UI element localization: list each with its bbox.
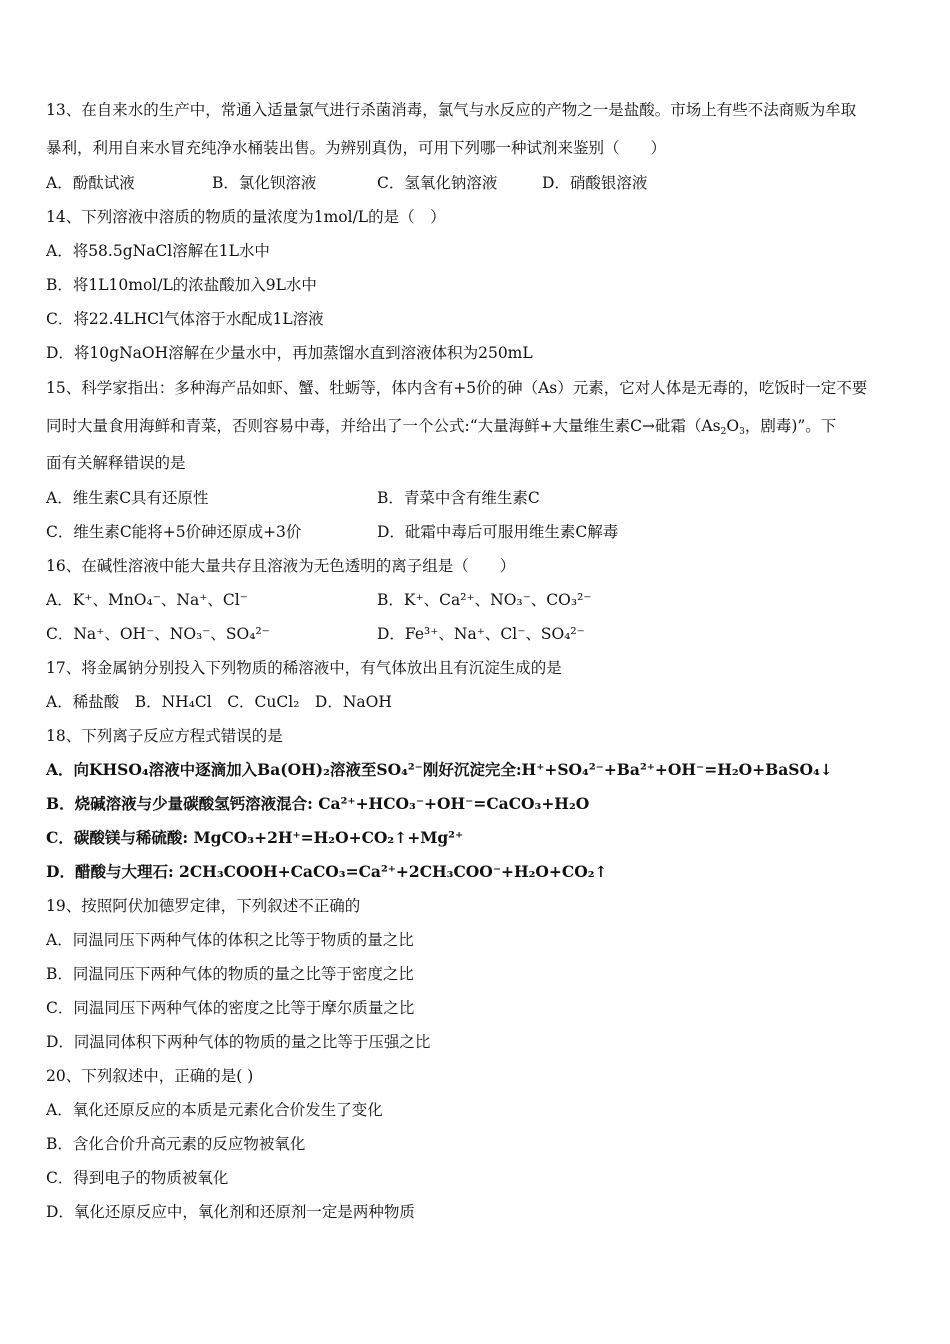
- q16-stem: 16、在碱性溶液中能大量共存且溶液为无色透明的离子组是（ ）: [46, 557, 516, 575]
- q18-option-d: D．醋酸与大理石: 2CH₃COOH+CaCO₃=Ca²⁺+2CH₃COO⁻+H₂O+CO₂↑: [46, 862, 608, 881]
- q19-option-c: C．同温同压下两种气体的密度之比等于摩尔质量之比: [46, 999, 415, 1017]
- q19-option-a: A．同温同压下两种气体的体积之比等于物质的量之比: [46, 931, 414, 949]
- q15-option-b: B．青菜中含有维生素C: [377, 489, 540, 507]
- q18-option-a: A．向KHSO₄溶液中逐滴加入Ba(OH)₂溶液至SO₄²⁻刚好沉淀完全:H⁺+SO₄²⁻+Ba²⁺+OH⁻=H₂O+BaSO₄↓: [46, 760, 833, 779]
- q15-stem-line1: 15、科学家指出：多种海产品如虾、蟹、牡蛎等，体内含有+5价的砷（As）元素，它对人体是无毒的，吃饭时一定不要: [46, 379, 868, 397]
- q17-options: A．稀盐酸 B．NH₄Cl C．CuCl₂ D．NaOH: [46, 693, 392, 711]
- q13-option-c: C．氢氧化钠溶液: [377, 174, 498, 192]
- q15-stem-line2: 同时大量食用海鲜和青菜，否则容易中毒，并给出了一个公式:“大量海鲜+大量维生素C→砒霜（$As_2O_3$，剧毒)”。下: [46, 417, 837, 437]
- q18-option-b: B．烧碱溶液与少量碳酸氢钙溶液混合: Ca²⁺+HCO₃⁻+OH⁻=CaCO₃+H₂O: [46, 794, 590, 813]
- q13-stem-line1: 13、在自来水的生产中，常通入适量氯气进行杀菌消毒，氯气与水反应的产物之一是盐酸。市场上有些不法商贩为牟取: [46, 101, 857, 119]
- q15-option-c: C．维生素C能将+5价砷还原成+3价: [46, 523, 302, 541]
- q19-option-b: B．同温同压下两种气体的物质的量之比等于密度之比: [46, 965, 414, 983]
- q14-option-c: C．将22.4LHCl气体溶于水配成1L溶液: [46, 310, 324, 328]
- q18-option-c: C．碳酸镁与稀硫酸: MgCO₃+2H⁺=H₂O+CO₂↑+Mg²⁺: [46, 828, 464, 847]
- q14-option-d: D．将10gNaOH溶解在少量水中，再加蒸馏水直到溶液体积为250mL: [46, 344, 533, 362]
- q14-stem: 14、下列溶液中溶质的物质的量浓度为1mol/L的是（ ）: [46, 208, 446, 226]
- q15-stem-line3: 面有关解释错误的是: [46, 454, 186, 472]
- q13-option-a: A．酚酞试液: [46, 174, 135, 192]
- q14-option-b: B．将1L10mol/L的浓盐酸加入9L水中: [46, 276, 317, 294]
- q20-option-c: C．得到电子的物质被氧化: [46, 1169, 229, 1187]
- q19-stem: 19、按照阿伏加德罗定律，下列叙述不正确的: [46, 897, 361, 915]
- q20-option-b: B．含化合价升高元素的反应物被氧化: [46, 1135, 306, 1153]
- q16-option-b: B．K⁺、Ca²⁺、NO₃⁻、CO₃²⁻: [377, 591, 592, 609]
- q15-option-d: D．砒霜中毒后可服用维生素C解毒: [377, 523, 619, 541]
- q14-option-a: A．将58.5gNaCl溶解在1L水中: [46, 242, 270, 260]
- q20-option-a: A．氧化还原反应的本质是元素化合价发生了变化: [46, 1101, 383, 1119]
- q20-option-d: D．氧化还原反应中，氧化剂和还原剂一定是两种物质: [46, 1203, 415, 1221]
- q17-stem: 17、将金属钠分别投入下列物质的稀溶液中，有气体放出且有沉淀生成的是: [46, 659, 562, 677]
- q13-stem-line2: 暴利，利用自来水冒充纯净水桶装出售。为辨别真伪，可用下列哪一种试剂来鉴别（ ）: [46, 139, 667, 157]
- q16-option-d: D．Fe³⁺、Na⁺、Cl⁻、SO₄²⁻: [377, 625, 585, 643]
- q13-option-b: B．氯化钡溶液: [212, 174, 317, 192]
- q16-option-c: C．Na⁺、OH⁻、NO₃⁻、SO₄²⁻: [46, 625, 270, 643]
- q19-option-d: D．同温同体积下两种气体的物质的量之比等于压强之比: [46, 1033, 431, 1051]
- q13-option-d: D．硝酸银溶液: [542, 174, 648, 192]
- q18-stem: 18、下列离子反应方程式错误的是: [46, 727, 283, 745]
- q15-option-a: A．维生素C具有还原性: [46, 489, 209, 507]
- q16-option-a: A．K⁺、MnO₄⁻、Na⁺、Cl⁻: [46, 591, 248, 609]
- q20-stem: 20、下列叙述中，正确的是( ): [46, 1067, 254, 1085]
